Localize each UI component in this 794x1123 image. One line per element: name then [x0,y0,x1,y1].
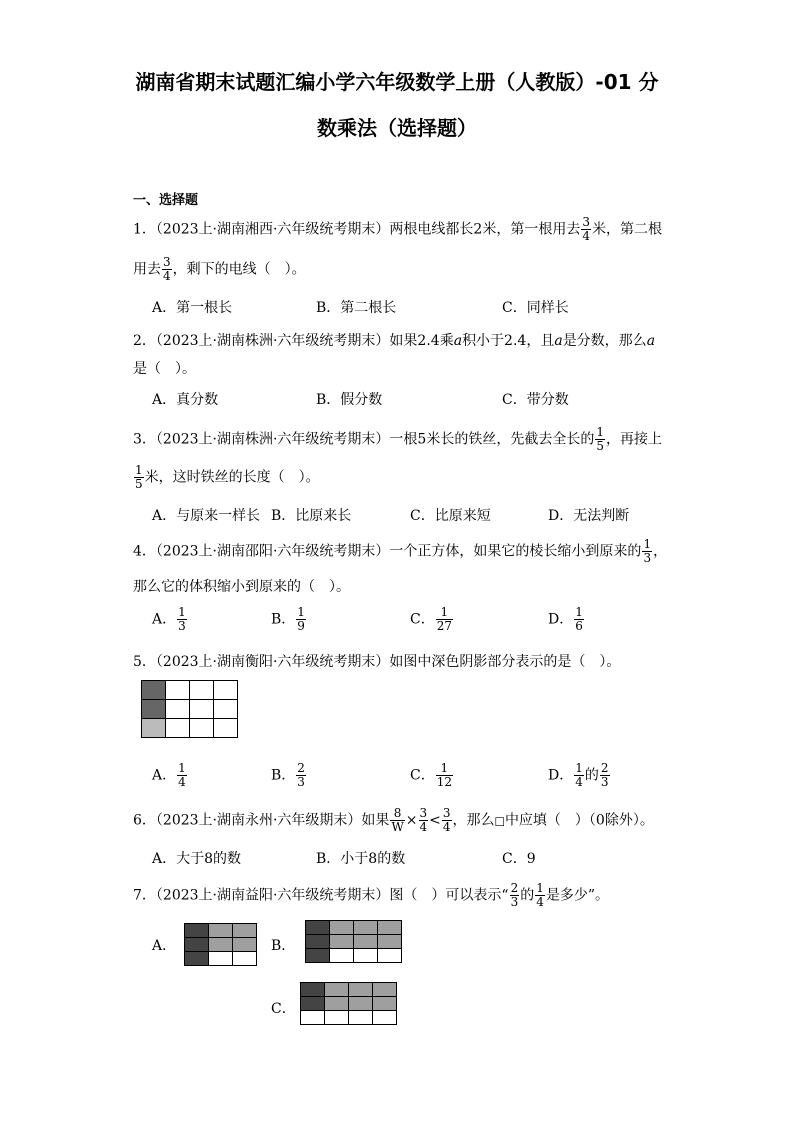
q6-times: × [405,812,418,829]
q5-d1-den: 4 [575,775,583,789]
q3-text-a: 3．（2023上·湖南株洲·六年级统考期末）一根5米长的铁丝，先截去全长的 [133,431,595,448]
q7-text-a: 7．（2023上·湖南益阳·六年级统考期末）图（ ）可以表示“ [133,887,509,904]
q4-b-num: 1 [297,605,305,619]
q7-of: 的 [520,887,535,904]
q7-fraction-1 [510,882,520,909]
q1-text-d: ，剩下的电线（ ）。 [172,261,306,278]
q5-option-d-fraction-2 [600,762,610,789]
q3-line-1 [133,426,662,453]
q7-f1-num: 2 [510,881,519,895]
q3-text-b: ，再接上 [605,431,662,448]
q2-option-b: B．假分数 [316,392,383,408]
q2-line-1 [133,330,655,350]
q1-text-c: 用去 [133,261,161,278]
q2-var-1: a [453,333,463,349]
q4-d-den: 6 [575,619,583,633]
q5-option-c-fraction [436,762,453,789]
q1-line-2 [133,256,306,283]
q5-option-a [152,762,188,789]
q3-option-c: C．比原来短 [410,508,491,524]
q4-option-c-fraction [436,606,453,633]
q6-f3-num: 3 [442,806,451,820]
q5-option-a-label: A． [152,767,177,784]
q5-shaded-grid [141,680,238,738]
q4-fraction [642,538,652,565]
q5-d2-num: 2 [600,761,609,775]
q2-option-c: C．带分数 [502,392,569,408]
q6-f2-num: 3 [419,806,428,820]
q7-f2-num: 1 [536,881,544,895]
q7-option-a-grid [184,923,257,966]
q7-f2-den: 4 [536,895,544,909]
q4-text-a: 4．（2023上·湖南邵阳·六年级统考期末）一个正方体，如果它的棱长缩小到原来的 [133,543,642,560]
q1-option-c: C．同样长 [502,300,569,316]
q4-d-num: 1 [575,605,583,619]
q7-text-b: 是多少”。 [545,887,610,904]
q2-option-a: A．真分数 [152,392,219,408]
q4-option-c [410,606,454,633]
q1-f1-num: 3 [582,215,590,229]
q6-text-c: 中应填（ ）（0除外）。 [504,812,654,829]
q6-f1-den: W [391,820,404,834]
q3-fraction-1 [595,426,605,453]
q4-option-a-label: A． [152,611,177,628]
q6-fraction-2 [419,807,429,834]
q4-option-a-fraction [177,606,187,633]
q3-fraction-2 [134,464,144,491]
q5-c-den: 12 [436,775,452,789]
q4-option-a [152,606,188,633]
q4-option-c-label: C． [410,611,435,628]
q6-option-b: B．小于8的数 [316,851,406,867]
q1-fraction-1 [581,216,591,243]
q3-text-c: 米，这时铁丝的长度（ ）。 [144,469,320,486]
q2-text-b: 积小于2.4，且 [462,333,555,349]
q5-option-b-fraction [296,762,306,789]
q6-option-a: A．大于8的数 [152,851,242,867]
q2-var-3: a [646,333,656,349]
q7-option-b-label: B． [271,938,296,954]
q7-option-c-label: C． [271,1001,296,1017]
q5-c-num: 1 [440,761,449,775]
q5-option-d-label: D． [548,767,574,784]
q5-option-c-label: C． [410,767,435,784]
q5-line-1: 5．（2023上·湖南衡阳·六年级统考期末）如图中深色阴影部分表示的是（ ）。 [133,654,621,670]
q6-f1-num: 8 [393,806,402,820]
q6-f2-den: 4 [419,820,428,834]
q4-option-b-fraction [296,606,306,633]
q1-f2-num: 3 [163,255,171,269]
q6-f3-den: 4 [442,820,451,834]
page-title-line-2: 数乘法（选择题） [317,116,477,140]
q2-text-c: 是分数，那么 [562,333,647,349]
q5-option-c [410,762,454,789]
q7-option-b-grid [305,920,402,963]
q3-g-num: 1 [135,463,143,477]
q4-c-num: 1 [440,605,449,619]
q4-text-b: ， [653,543,668,560]
q5-d2-den: 3 [600,775,609,789]
q4-option-d-fraction [574,606,584,633]
page-title-line-1: 湖南省期末试题汇编小学六年级数学上册（人教版）-01 分 [135,70,659,94]
q3-option-b: B．比原来长 [271,508,352,524]
q1-f2-den: 4 [163,269,171,283]
q7-option-a-label: A． [152,938,177,954]
q4-option-b-label: B． [271,611,296,628]
q5-option-d-fraction-1 [574,762,584,789]
q7-option-c-grid [300,982,397,1025]
q3-option-d: D．无法判断 [548,508,630,524]
q5-d1-num: 1 [575,761,583,775]
q1-option-b: B．第二根长 [316,300,397,316]
q3-option-a: A．与原来一样长 [152,508,261,524]
q6-less-than: < [429,812,441,829]
q7-fraction-2 [535,882,545,909]
q6-text-a: 6．（2023上·湖南永州·六年级期末）如果 [133,812,390,829]
q5-option-d [548,762,611,789]
q3-g-den: 5 [135,477,143,491]
q6-fraction-1 [390,807,404,834]
q5-b-num: 2 [297,761,305,775]
q5-b-den: 3 [297,775,305,789]
q5-option-b-label: B． [271,767,296,784]
q2-text-a: 2．（2023上·湖南株洲·六年级统考期末）如果2.4乘 [133,333,454,349]
q2-var-2: a [554,333,563,349]
q1-option-a: A．第一根长 [152,300,233,316]
q5-a-den: 4 [178,775,186,789]
q3-f-den: 5 [596,439,604,453]
q4-a-den: 3 [178,619,186,633]
q4-f-num: 1 [643,537,652,551]
q4-c-den: 27 [436,619,452,633]
q2-line-2: 是（ ）。 [133,361,196,377]
q6-line-1 [133,807,654,834]
q4-option-d-label: D． [548,611,574,628]
q5-a-num: 1 [178,761,186,775]
q5-option-a-fraction [177,762,187,789]
q4-line-1 [133,538,667,565]
q3-f-num: 1 [596,425,604,439]
q1-text-b: 米，第二根 [591,221,662,238]
q1-f1-den: 4 [582,229,590,243]
q3-line-2 [133,464,320,491]
q1-line-1 [133,216,662,243]
q6-box-symbol: □ [494,814,505,828]
q4-option-d [548,606,585,633]
q6-option-c: C．9 [502,851,536,867]
q6-text-b: ，那么 [452,812,495,829]
q7-line-1 [133,882,609,909]
q4-line-2: 那么它的体积缩小到原来的（ ）。 [133,579,350,595]
q1-text-a: 1．（2023上·湖南湘西·六年级统考期末）两根电线都长2米，第一根用去 [133,221,581,238]
section-heading: 一、选择题 [133,193,199,208]
q4-option-b [271,606,307,633]
q5-option-d-of: 的 [584,767,599,784]
q1-fraction-2 [162,256,172,283]
q4-a-num: 1 [178,605,186,619]
q4-f-den: 3 [643,551,652,565]
q5-option-b [271,762,307,789]
q6-fraction-3 [442,807,452,834]
q4-b-den: 9 [297,619,305,633]
q7-f1-den: 3 [510,895,519,909]
